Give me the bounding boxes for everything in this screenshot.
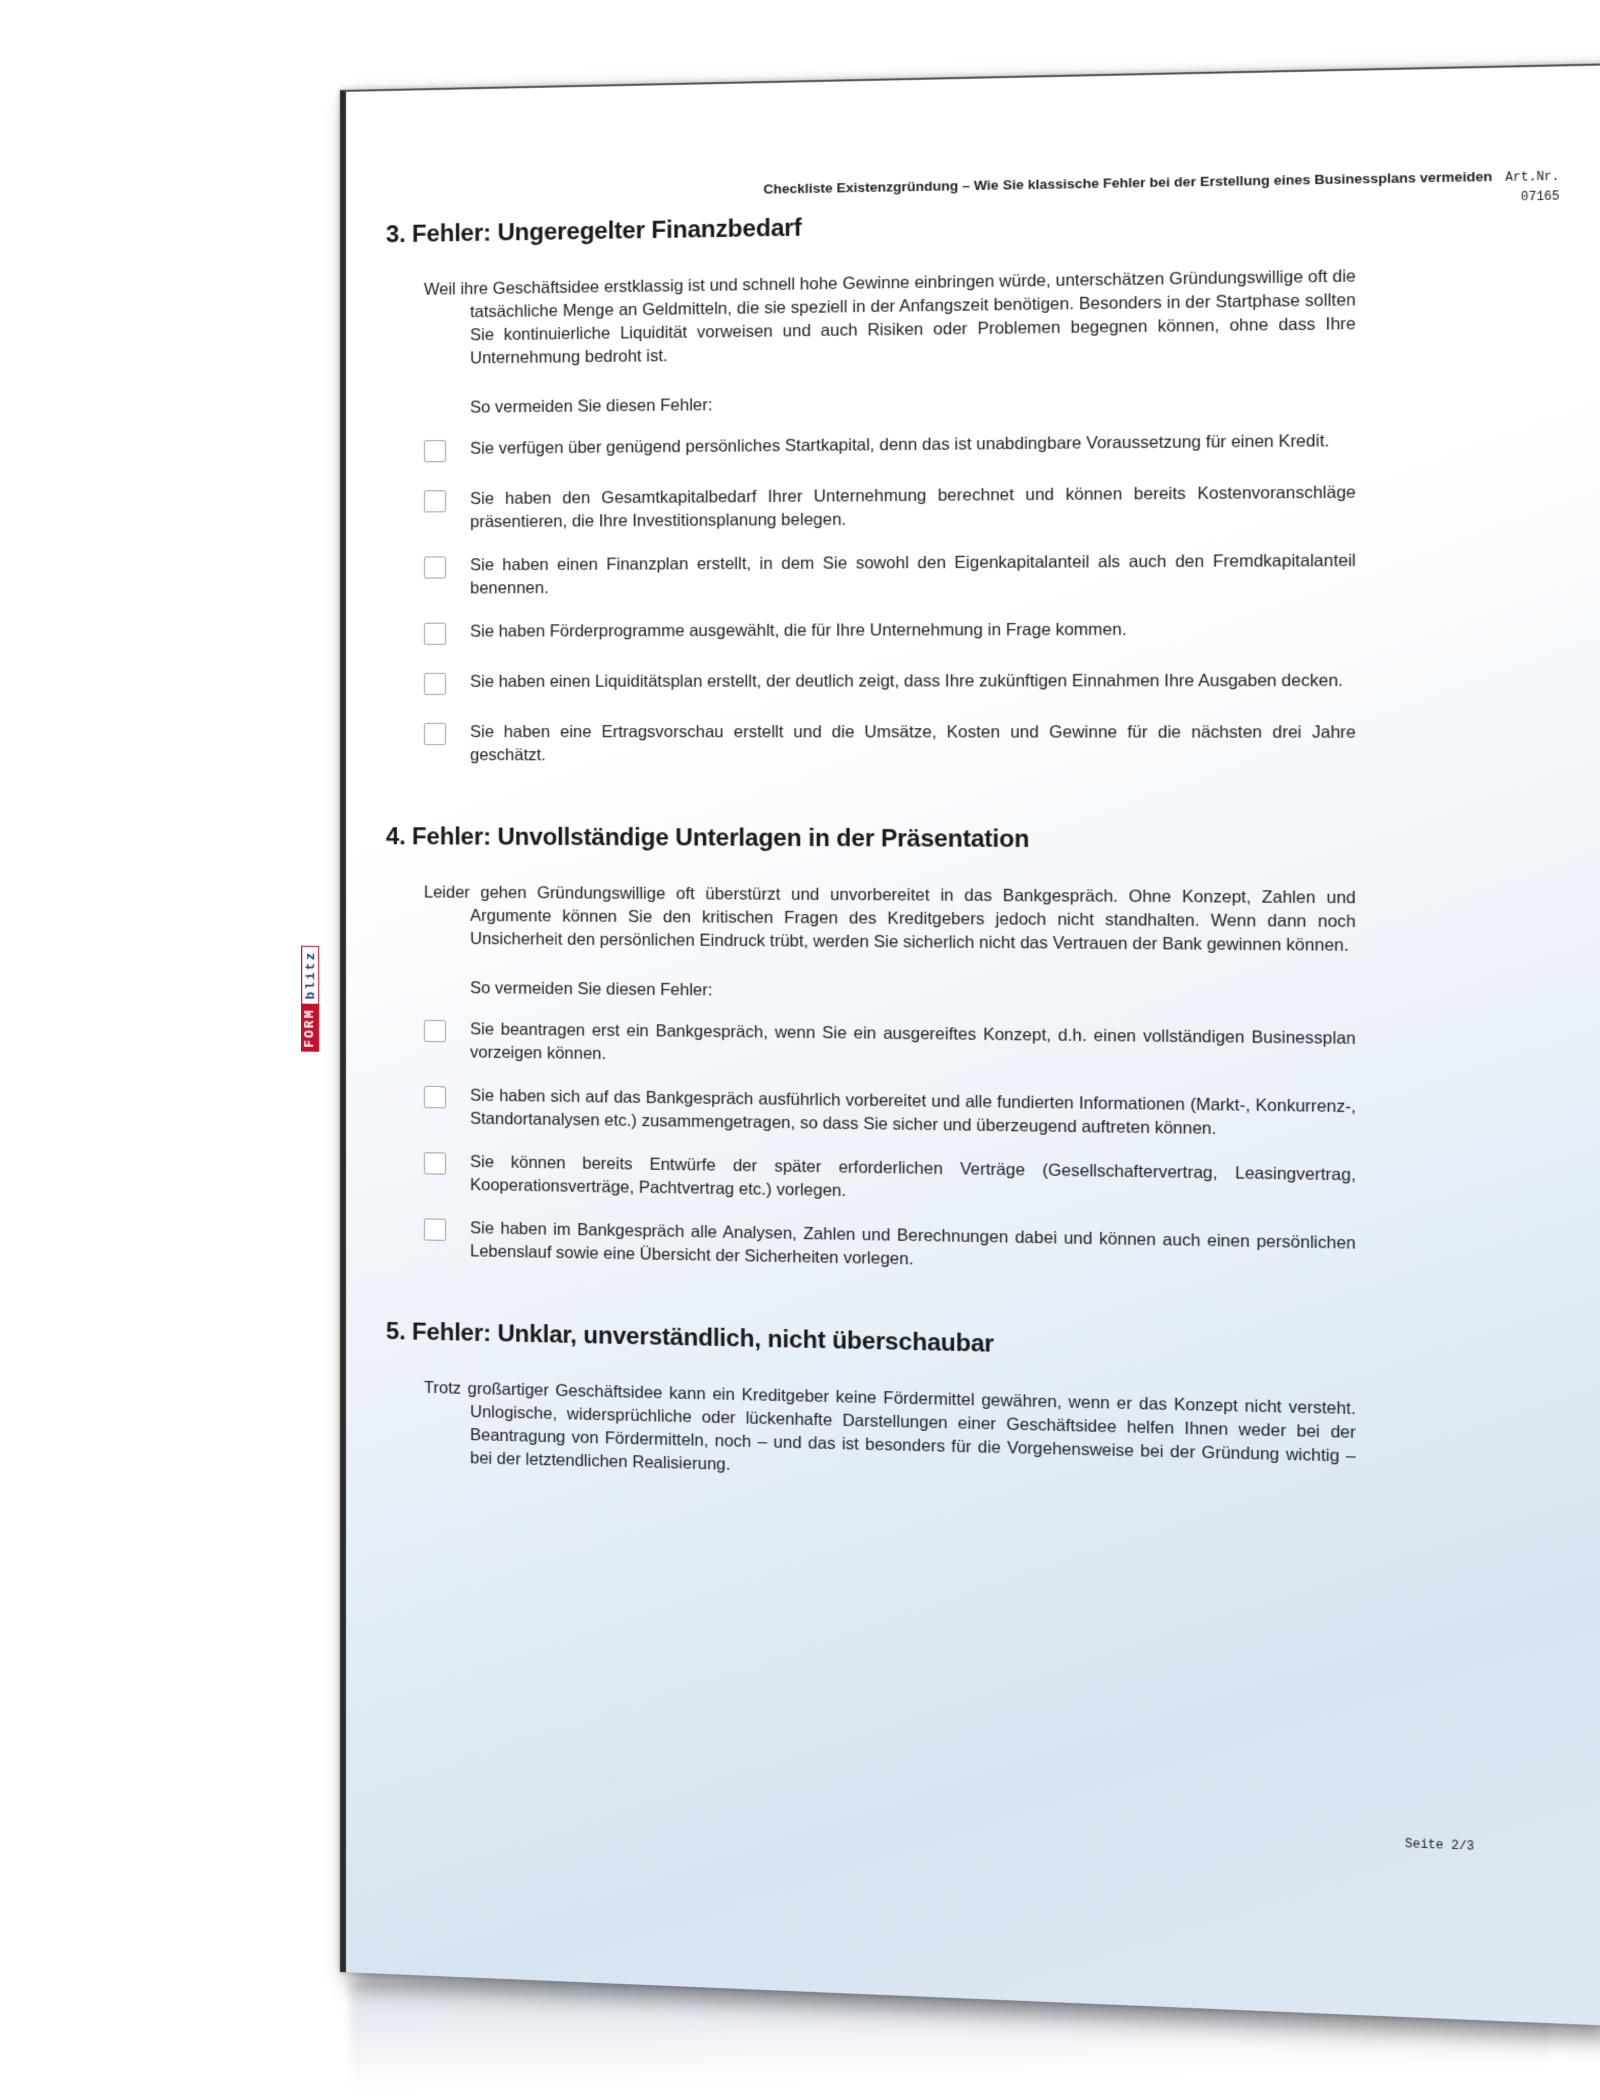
checkbox[interactable] — [424, 440, 446, 462]
checklist-item — [386, 618, 1356, 651]
checklist-item-text: Sie haben Förderprogramme ausgewählt, die für Ihre Unternehmung in Frage kommen. — [470, 620, 1127, 641]
section-5 — [386, 1318, 1356, 1493]
checkbox[interactable] — [424, 673, 446, 695]
section-heading: 5. Fehler: Unklar, unverständlich, nicht überschaubar — [385, 1317, 994, 1358]
article-number: Art.Nr. 07165 — [1505, 169, 1560, 205]
checkbox[interactable] — [424, 1152, 446, 1174]
checklist-item — [386, 669, 1356, 700]
checklist-item-text: Sie haben sich auf das Bankgespräch ausführlich vorbereitet und alle fundierten Informationen (Markt-, Konkurrenz-, Standortanalysen etc.) zusammengetragen, so dass Sie sicher und überzeugend auftreten können. — [470, 1086, 1356, 1139]
formblitz-logo — [301, 945, 319, 1051]
checklist-item — [386, 1216, 1356, 1280]
checkbox[interactable] — [424, 1086, 446, 1108]
avoid-label: So vermeiden Sie diesen Fehler: — [470, 979, 713, 1000]
logo-form-text: FORM — [301, 1004, 319, 1051]
section-intro: Trotz großartiger Geschäftsidee kann ein Kreditgeber keine Fördermittel gewähren, wenn er das Konzept nicht versteht. Unlogische, widersprüchliche oder lückenhafte Darstellungen einer Geschäftsidee helfen Ihnen weder bei der Beantragung von Fördermitteln, noch – und das ist besonders für die Vorgehensweise bei der Gründung wichtig – bei der letztendlichen Realisierung. — [423, 1378, 1356, 1474]
checkbox[interactable] — [424, 490, 446, 512]
checkbox[interactable] — [424, 1020, 446, 1042]
section-intro: Leider gehen Gründungswillige oft überstürzt und unvorbereitet in das Bankgespräch. Ohne Konzept, Zahlen und Argumente können Sie den kritischen Fragen des Kreditgebers jedoch nicht standhalten. Wenn dann noch Unsicherheit den persönlichen Eindruck trübt, werden Sie sicherlich nicht das Vertrauen der Bank gewinnen können. — [423, 883, 1356, 955]
logo-blitz-text: blitz — [301, 945, 319, 1004]
checklist-item-text: Sie haben einen Liquiditätsplan erstellt, der deutlich zeigt, dass Ihre zukünftigen Einnahmen Ihre Ausgaben decken. — [470, 671, 1343, 691]
checklist-item — [386, 721, 1356, 769]
checklist-item-text: Sie haben eine Ertragsvorschau erstellt und die Umsätze, Kosten und Gewinne für die nächsten drei Jahre geschätzt. — [470, 723, 1356, 765]
checkbox[interactable] — [424, 556, 446, 578]
checkbox[interactable] — [424, 723, 446, 745]
checkbox[interactable] — [424, 1218, 446, 1240]
avoid-label: So vermeiden Sie diesen Fehler: — [470, 396, 713, 417]
checklist-item-text: Sie haben einen Finanzplan erstellt, in dem Sie sowohl den Eigenkapitalanteil als auch den Fremdkapitalanteil benennen. — [470, 551, 1356, 598]
section-intro: Weil ihre Geschäftsidee erstklassig ist und schnell hohe Gewinne einbringen würde, unterschätzen Gründungswillige oft die tatsächliche Menge an Geldmitteln, die sie speziell in der Anfangszeit benötigen. Besonders in der Startphase sollten Sie kontinuierliche Liquidität vorweisen und auch Risiken oder Problemen begegnen können, ohne dass Ihre Unternehmung bedroht ist. — [423, 267, 1356, 368]
checklist-item — [386, 550, 1356, 601]
section-heading: 3. Fehler: Ungeregelter Finanzbedarf — [385, 214, 802, 249]
checklist-item-text: Sie haben im Bankgespräch alle Analysen, Zahlen und Berechnungen dabei und können auch einen persönlichen Lebenslauf sowie eine Übersicht der Sicherheiten vorlegen. — [470, 1219, 1356, 1269]
header-title: Checkliste Existenzgründung – Wie Sie klassische Fehler bei der Erstellung eines Businessplans vermeiden — [763, 168, 1493, 197]
checklist-item — [386, 1084, 1356, 1144]
document-page — [302, 63, 1600, 2025]
checklist-item-text: Sie haben den Gesamtkapitalbedarf Ihrer Unternehmung berechnet und können bereits Kostenvoranschläge präsentieren, die Ihre Investitionsplanung belegen. — [470, 483, 1356, 532]
checklist-item-text: Sie verfügen über genügend persönliches Startkapital, denn das ist unabdingbare Voraussetzung für einen Kredit. — [470, 431, 1330, 458]
section-4 — [386, 823, 1356, 1280]
checklist-item-text: Sie beantragen erst ein Bankgespräch, wenn Sie ein ausgereiftes Konzept, d.h. einen vollständigen Businessplan vorzeigen können. — [470, 1020, 1356, 1064]
page-content — [386, 205, 1356, 1550]
section-heading: 4. Fehler: Unvollständige Unterlagen in der Präsentation — [385, 823, 1030, 854]
page-number: Seite 2/3 — [1404, 1836, 1475, 1854]
checklist — [386, 430, 1356, 769]
checklist-item — [386, 1017, 1356, 1074]
checkbox[interactable] — [424, 623, 446, 645]
checklist — [386, 1017, 1356, 1279]
section-3 — [386, 205, 1356, 769]
checklist-item-text: Sie können bereits Entwürfe der später erforderlichen Verträge (Gesellschaftervertrag, Leasingvertrag, Kooperationsverträge, Pachtvertrag etc.) vorlegen. — [470, 1152, 1356, 1201]
checklist-item — [386, 1150, 1356, 1212]
checklist-item — [386, 481, 1356, 534]
checklist-item — [386, 430, 1356, 469]
